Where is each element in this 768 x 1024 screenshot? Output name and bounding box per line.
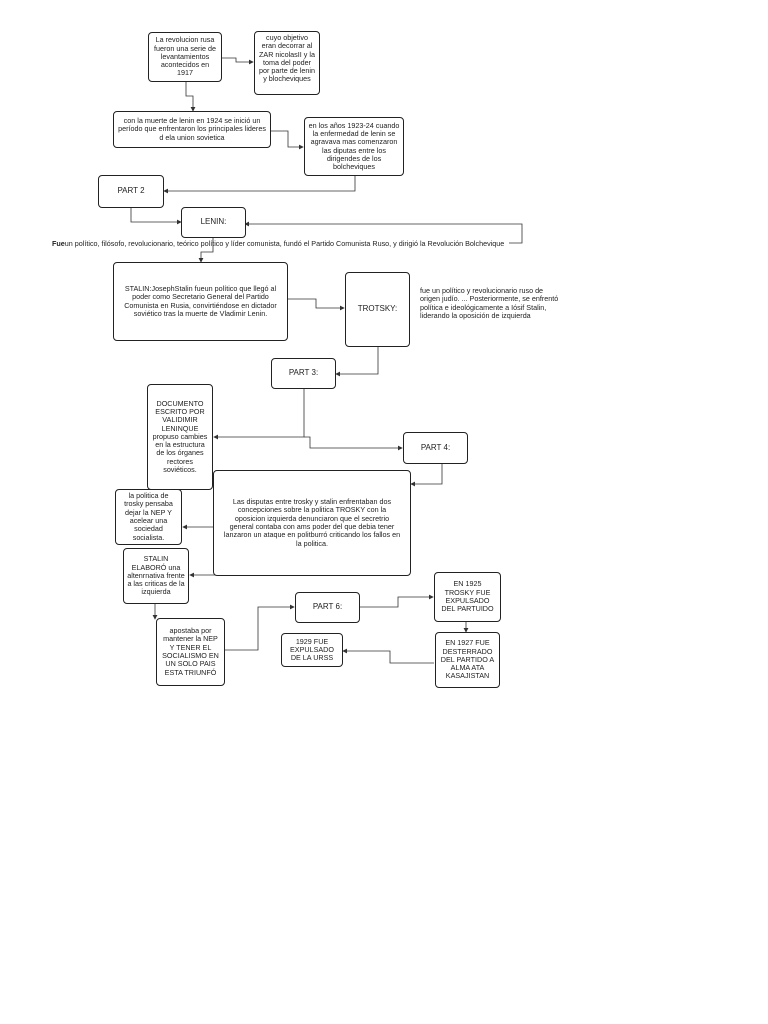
trotsky-description: fue un político y revolucionario ruso de origen judío. ... Posteriormente, se enfrentó política e ideológicamente a Iósif Stalin, liderando la oposición de izquierda — [420, 286, 559, 320]
arrow-revolucion-objetivo — [222, 58, 253, 62]
node-politica-trosky: la politica de trosky pensaba dejar la NEP Y acelear una sociedad socialista. — [115, 489, 182, 545]
node-expulsado-1929: 1929 FUE EXPULSADO DE LA URSS — [281, 633, 343, 667]
arrow-part3-part4 — [304, 437, 402, 448]
node-revolucion: La revolucion rusa fueron una serie de levantamientos acontecidos en 1917 — [148, 32, 222, 82]
arrow-1923-part2 — [164, 176, 355, 191]
node-part4: PART 4: — [403, 432, 468, 464]
arrow-stalin-trotsky — [287, 299, 344, 308]
node-muerte-lenin: con la muerte de lenin en 1924 se inició un período que enfrentaron los principales lideres d ela union sovietica — [113, 111, 271, 148]
node-objetivo: cuyo objetivo eran decorrar al ZAR nicolasII y la toma del poder por parte de lenin y blocheviques — [254, 31, 320, 95]
arrow-part3-documento — [214, 389, 304, 437]
node-documento: DOCUMENTO ESCRITO POR VALIDIMIR LENINQUE propuso cambies en la estructura de los órganes rectores soviéticos. — [147, 384, 213, 490]
node-disputas: Las disputas entre trosky y stalin enfrentaban dos concepciones sobre la politica TROSKY con la oposicion izquierda denunciaron que el secretrio general contaba con ams poder del que debia tener lanzaron un ataque en politburró criticando los fallos en la politica. — [213, 470, 411, 576]
node-anos-1923: en los años 1923-24 cuando la enfermedad de lenin se agravava mas comenzaron las diputas entre los dirigendes de los bolcheviques — [304, 117, 404, 176]
node-part6: PART 6: — [295, 592, 360, 623]
arrow-part2-lenin — [131, 207, 181, 222]
node-desterrado-1927: EN 1927 FUE DESTERRADO DEL PARTIDO A ALMA ATA KASAJISTAN — [435, 632, 500, 688]
node-trotsky: TROTSKY: — [345, 272, 410, 347]
arrow-part4-disputas — [411, 464, 442, 484]
arrow-muerte-1923 — [271, 131, 303, 147]
arrow-part6-1925 — [360, 597, 433, 607]
node-stalin-elaboro: STALIN ELABORÓ una altenrnativa frente a las criticas de la izquierda — [123, 548, 189, 604]
node-stalin: STALIN:JosephStalin fueun político que llegó al poder como Secretario General del Partido Comunista en Rusia, convirtiéndose en dictador soviético tras la muerte de Vladimir Lenin. — [113, 262, 288, 341]
arrow-1927-1929 — [343, 651, 434, 663]
arrow-trotsky-part3 — [336, 347, 378, 374]
arrow-revolucion-muerte — [186, 82, 193, 111]
lenin-description: Fueun político, filósofo, revolucionario, teórico político y líder comunista, fundó el Partido Comunista Ruso, y dirigió la Revolución Bolchevique — [52, 239, 505, 248]
node-lenin: LENIN: — [181, 207, 246, 238]
node-part2: PART 2 — [98, 175, 164, 208]
node-part3: PART 3: — [271, 358, 336, 389]
node-apostaba: apostaba por mantener la NEP Y TENER EL SOCIALISMO EN UN SOLO PAIS ESTA TRIUNFÓ — [156, 618, 225, 686]
node-expulsado-1925: EN 1925 TROSKY FUE EXPULSADO DEL PARTUIDO — [434, 572, 501, 622]
